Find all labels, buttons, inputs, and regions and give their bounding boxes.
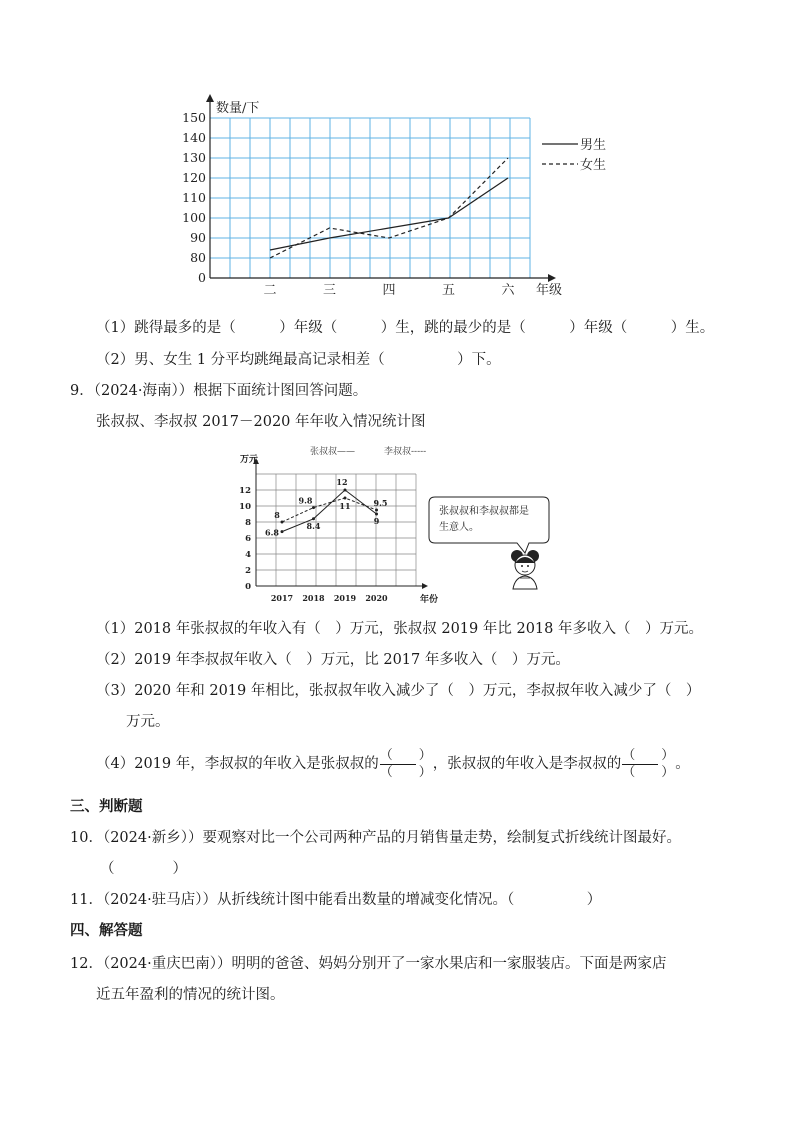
y-tick-label: 130 xyxy=(182,150,206,165)
series-boys-line xyxy=(270,178,508,250)
y-tick-label: 10 xyxy=(239,502,251,512)
q8-subquestion-1: （1）跳得最多的是（ ）年级（ ）生，跳的最少的是（ ）年级（ ）生。 xyxy=(96,320,715,336)
data-point xyxy=(344,489,347,492)
y-tick-label: 80 xyxy=(190,250,206,265)
q9-s4-text-c: 。 xyxy=(675,756,690,772)
jump-rope-chart xyxy=(180,90,630,300)
y-tick-label: 150 xyxy=(182,110,206,125)
y-axis-arrow xyxy=(206,94,214,102)
q10-answer-blank[interactable]: （ ） xyxy=(100,861,187,877)
x-tick-label: 四 xyxy=(382,283,396,298)
fraction-1-denominator: （ ） xyxy=(379,764,432,780)
q9-subquestion-3-cont: 万元。 xyxy=(126,714,170,730)
data-label: 8 xyxy=(274,510,280,520)
x-tick-label: 2018 xyxy=(302,593,325,603)
x-tick-label: 五 xyxy=(441,283,456,298)
y-tick-label: 6 xyxy=(245,534,251,544)
y-tick-label: 12 xyxy=(239,486,251,496)
y-tick-label: 140 xyxy=(182,130,206,145)
y-tick-label: 110 xyxy=(182,190,206,205)
q9-s4-text-b: ，张叔叔的年收入是李叔叔的 xyxy=(432,756,622,772)
y-tick-label: 8 xyxy=(245,518,251,528)
speech-bubble xyxy=(425,493,555,593)
data-point xyxy=(375,509,378,512)
fraction-2-numerator: （ ） xyxy=(622,747,675,763)
x-axis-label: 年份 xyxy=(420,595,439,605)
q12-text-cont: 近五年盈利的情况的统计图。 xyxy=(96,987,285,1003)
section-3-title: 三、判断题 xyxy=(70,798,143,815)
q9-subquestion-1: （1）2018 年张叔叔的年收入有（ ）万元，张叔叔 2019 年比 2018 年多收入（ ）万元。 xyxy=(96,621,703,637)
x-tick-label: 2019 xyxy=(333,593,357,603)
x-axis-label: 年级 xyxy=(536,283,563,298)
data-label: 9 xyxy=(373,516,380,526)
data-label: 6.8 xyxy=(265,527,279,538)
data-label: 8.4 xyxy=(306,520,321,531)
q9-s4-text-a: （4）2019 年，李叔叔的年收入是张叔叔的 xyxy=(96,756,379,772)
data-label: 11 xyxy=(339,501,351,511)
q12-text: 12．（2024·重庆巴南））明明的爸爸、妈妈分别开了一家水果店和一家服装店。下面是两家店 xyxy=(70,956,667,972)
x-axis-arrow xyxy=(548,274,556,282)
x-tick-label: 三 xyxy=(322,283,337,298)
fraction-1-numerator: （ ） xyxy=(379,747,432,763)
q9-subquestion-4 xyxy=(96,746,690,782)
fraction-2-denominator: （ ） xyxy=(622,764,675,780)
data-label: 9.8 xyxy=(298,495,313,506)
data-point xyxy=(281,530,284,533)
data-label: 9.5 xyxy=(373,498,388,508)
q9-stem: 9．（2024·海南））根据下面统计图回答问题。 xyxy=(70,383,368,399)
data-point xyxy=(312,506,315,509)
x-tick-label: 2020 xyxy=(365,593,388,603)
q8-subquestion-2: （2）男、女生 1 分平均跳绳最高记录相差（ ）下。 xyxy=(96,352,501,368)
x-tick-label: 二 xyxy=(263,283,277,298)
legend-li: 李叔叔----- xyxy=(384,447,427,457)
section-4-title: 四、解答题 xyxy=(70,922,143,939)
y-axis-label: 数量/下 xyxy=(216,101,260,116)
y-tick-label: 0 xyxy=(198,270,206,285)
data-point xyxy=(344,497,347,500)
q9-subquestion-3: （3）2020 年和 2019 年相比，张叔叔年收入减少了（ ）万元，李叔叔年收入减少了（ ） xyxy=(96,683,701,699)
q11-text: 11．（2024·驻马店））从折线统计图中能看出数量的增减变化情况。（ ） xyxy=(70,892,602,908)
bubble-line-2: 生意人。 xyxy=(439,522,479,533)
legend-boys-label: 男生 xyxy=(580,138,607,153)
data-point xyxy=(281,521,284,524)
fraction-blank-1[interactable] xyxy=(380,749,432,780)
y-tick-label: 120 xyxy=(182,170,206,185)
girl-illustration xyxy=(511,550,539,589)
bubble-line-1: 张叔叔和李叔叔都是 xyxy=(439,506,529,517)
fraction-blank-2[interactable] xyxy=(622,749,674,780)
x-tick-label: 六 xyxy=(501,283,515,298)
y-axis-label: 万元 xyxy=(240,455,259,465)
y-tick-label: 4 xyxy=(245,550,251,560)
q10-text: 10．（2024·新乡））要观察对比一个公司两种产品的月销售量走势，绘制复式折线统计图最好。 xyxy=(70,830,681,846)
y-tick-label: 100 xyxy=(182,210,206,225)
legend-girls-label: 女生 xyxy=(580,158,607,173)
y-tick-label: 90 xyxy=(190,230,206,245)
x-tick-label: 2017 xyxy=(270,593,294,603)
data-label: 12 xyxy=(336,477,348,487)
y-tick-label: 0 xyxy=(245,582,251,592)
q9-subquestion-2: （2）2019 年李叔叔年收入（ ）万元，比 2017 年多收入（ ）万元。 xyxy=(96,652,570,668)
y-tick-label: 2 xyxy=(245,566,251,576)
q9-chart-title: 张叔叔、李叔叔 2017－2020 年年收入情况统计图 xyxy=(96,414,426,430)
legend-zhang: 张叔叔—— xyxy=(310,447,356,457)
